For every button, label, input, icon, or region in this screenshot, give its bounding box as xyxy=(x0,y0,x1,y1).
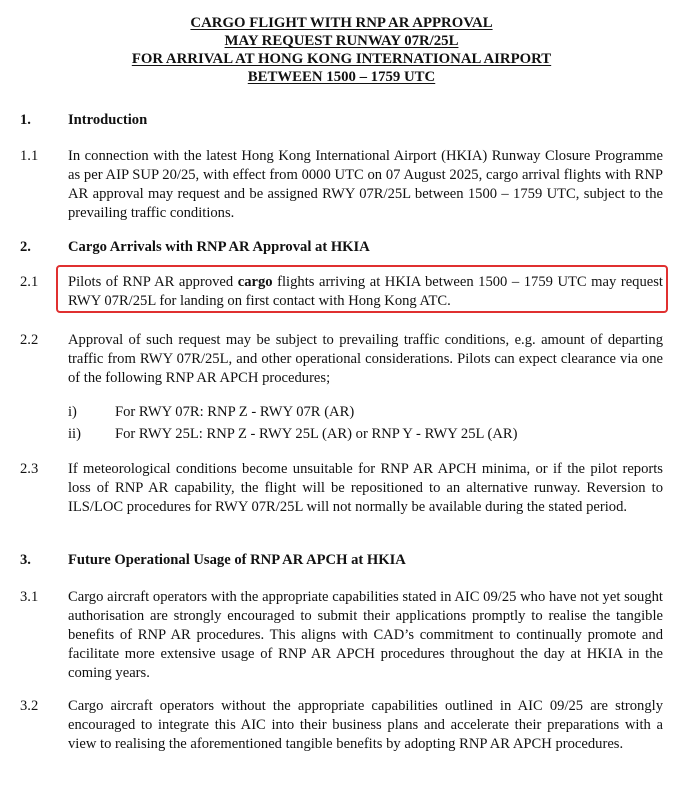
document-title xyxy=(0,14,683,86)
title-line-2: MAY REQUEST RUNWAY 07R/25L xyxy=(224,33,459,49)
section-number: 1. xyxy=(20,112,31,128)
paragraph-number: 1.1 xyxy=(20,148,39,164)
title-line-3: FOR ARRIVAL AT HONG KONG INTERNATIONAL AIRPORT xyxy=(131,51,552,67)
section-number: 3. xyxy=(20,552,31,568)
paragraph-number: 2.2 xyxy=(20,332,39,348)
list-item-number: ii) xyxy=(68,426,81,442)
list-item-text: For RWY 07R: RNP Z - RWY 07R (AR) xyxy=(115,404,355,420)
paragraph-text-end: flights arriving at HKIA between 1500 – 1759 UTC may request RWY 07R/25L for landing on first contact with Hong Kong ATC. xyxy=(68,274,663,309)
paragraph-number: 2.3 xyxy=(20,461,39,477)
paragraph-text: Approval of such request may be subject to prevailing traffic conditions, e.g. amount of departing traffic from RWY 07R/25L, and other operational considerations. Pilots can expect clearance via one of the following RNP AR APCH procedures; xyxy=(68,332,663,386)
paragraph-text: In connection with the latest Hong Kong International Airport (HKIA) Runway Closure Programme as per AIP SUP 20/25, with effect from 0000 UTC on 07 August 2025, cargo arrival flights with RNP AR approval may request and be assigned RWY 07R/25L between 1500 – 1759 UTC, subject to the prevailing traffic conditions. xyxy=(68,148,663,221)
section-number: 2. xyxy=(20,239,31,255)
list-item-number: i) xyxy=(68,404,77,420)
title-line-4: BETWEEN 1500 – 1759 UTC xyxy=(247,69,436,85)
paragraph-text: If meteorological conditions become unsuitable for RNP AR APCH minima, or if the pilot reports loss of RNP AR capability, the flight will be repositioned to an alternative runway. Reversion to ILS/LOC procedures for RWY 07R/25L will not normally be available during the stated period. xyxy=(68,461,663,515)
list-item xyxy=(68,425,628,447)
paragraph-number: 3.2 xyxy=(20,698,39,714)
paragraph-text: Cargo aircraft operators without the appropriate capabilities outlined in AIC 09/25 are strongly encouraged to integrate this AIC into their business plans and accelerate their preparations with a view to realising the aforementioned tangible benefits by adopting RNP AR APCH procedures. xyxy=(68,698,663,752)
procedure-list xyxy=(68,403,628,447)
section-title: Cargo Arrivals with RNP AR Approval at HKIA xyxy=(68,239,370,255)
paragraph-number: 2.1 xyxy=(20,274,39,290)
list-item-text: For RWY 25L: RNP Z - RWY 25L (AR) or RNP Y - RWY 25L (AR) xyxy=(115,426,518,442)
paragraph-text: Cargo aircraft operators with the appropriate capabilities stated in AIC 09/25 who have not yet sought authorisation are strongly encouraged to submit their applications promptly to realise the tangible benefits of RNP AR procedures. This aligns with CAD’s commitment to continually promote and facilitate more extensive usage of RNP AR APCH procedures throughout the day at HKIA in the coming years. xyxy=(68,589,663,681)
emphasis-cargo: cargo xyxy=(237,274,273,290)
paragraph-number: 3.1 xyxy=(20,589,39,605)
title-line-1: CARGO FLIGHT WITH RNP AR APPROVAL xyxy=(190,15,493,31)
paragraph-text-start: Pilots of RNP AR approved xyxy=(68,274,238,290)
list-item xyxy=(68,403,628,425)
paragraph-text xyxy=(68,273,663,311)
section-title: Future Operational Usage of RNP AR APCH at HKIA xyxy=(68,552,406,568)
section-title: Introduction xyxy=(68,112,148,128)
